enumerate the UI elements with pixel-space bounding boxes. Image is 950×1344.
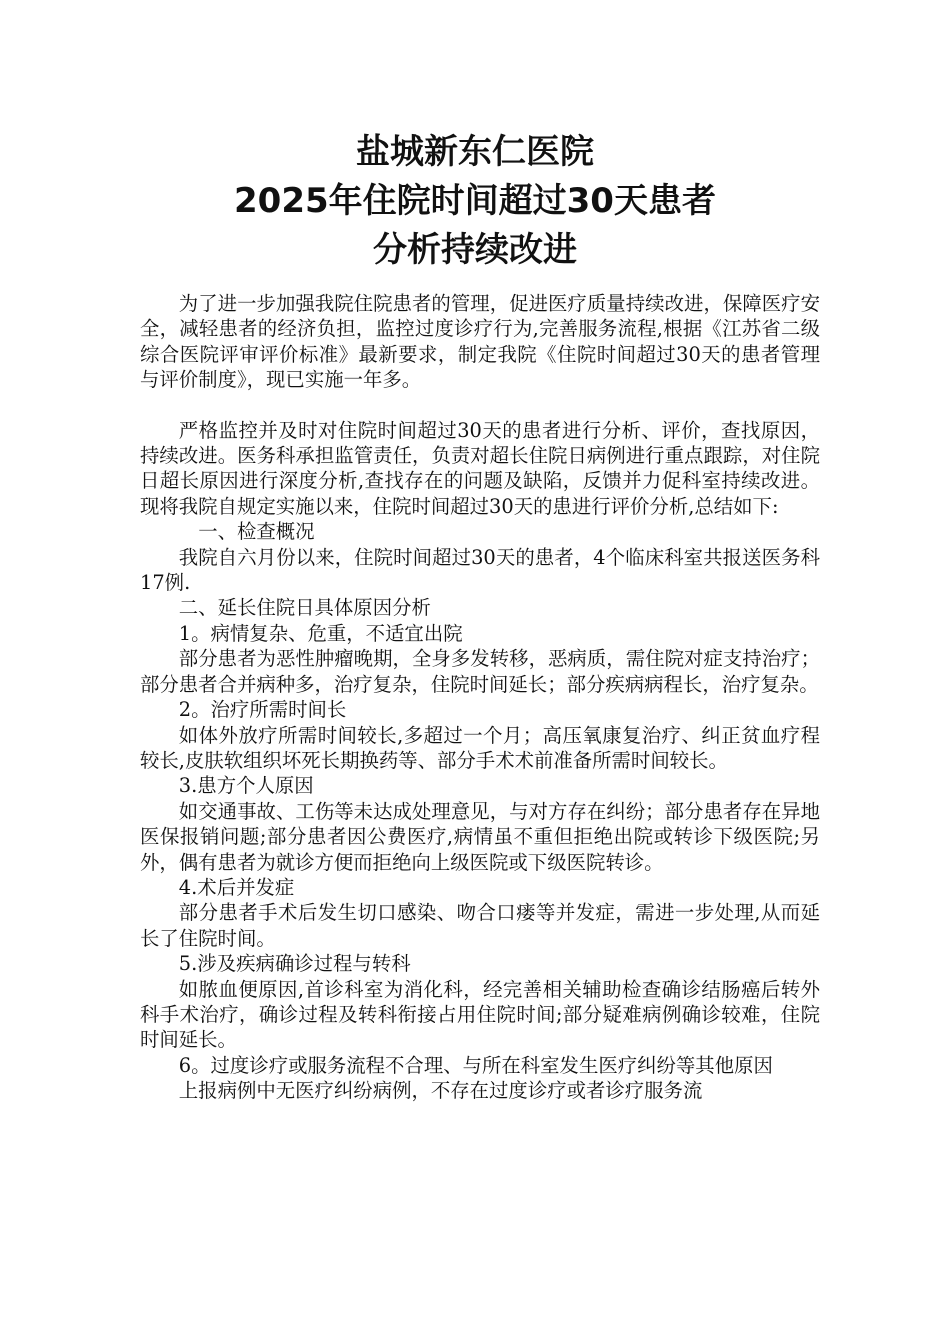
subheading-cause-5: 5.涉及疾病确诊过程与转科 <box>178 952 411 976</box>
subheading-cause-4: 4.术后并发症 <box>178 875 295 899</box>
paragraph-cause-3: 如交通事故、工伤等未达成处理意见，与对方存在纠纷；部分患者存在异地医保报销问题;部分患者因公费医疗,病情虽不重但拒绝出院或转诊下级医院;另外，偶有患者为就诊方便而拒绝向上级医院或下级医院转诊。 <box>140 799 820 874</box>
subheading-cause-3: 3.患方个人原因 <box>178 774 314 798</box>
title-hospital-name: 盐城新东仁医院 <box>356 132 594 172</box>
paragraph-overview: 我院自六月份以来，住院时间超过30天的患者，4个临床科室共报送医务科17例. <box>140 545 820 595</box>
paragraph-cause-5: 如脓血便原因,首诊科室为消化科，经完善相关辅助检查确诊结肠癌后转外科手术治疗，确诊过程及转科衔接占用住院时间;部分疑难病例确诊较难，住院时间延长。 <box>140 977 820 1052</box>
subheading-cause-1: 1。病情复杂、危重，不适宜出院 <box>178 621 463 645</box>
paragraph-cause-2: 如体外放疗所需时间较长,多超过一个月；高压氧康复治疗、纠正贫血疗程较长,皮肤软组织坏死长期换药等、部分手术术前准备所需时间较长。 <box>140 723 820 772</box>
document-body <box>140 291 820 1104</box>
paragraph-intro: 为了进一步加强我院住院患者的管理，促进医疗质量持续改进，保障医疗安全，减轻患者的经济负担，监控过度诊疗行为,完善服务流程,根据《江苏省二级综合医院评审评价标准》最新要求，制定我院《住院时间超过30天的患者管理与评价制度》，现已实施一年多。 <box>140 292 820 392</box>
paragraph-cause-4: 部分患者手术后发生切口感染、吻合口瘘等并发症，需进一步处理,从而延长了住院时间。 <box>140 901 820 950</box>
section-heading-causes: 二、延长住院日具体原因分析 <box>178 596 431 620</box>
paragraph-cause-1: 部分患者为恶性肿瘤晚期，全身多发转移，恶病质，需住院对症支持治疗；部分患者合并病种多，治疗复杂，住院时间延长；部分疾病病程长，治疗复杂。 <box>140 647 820 696</box>
document-title <box>0 128 950 275</box>
paragraph-cause-6: 上报病例中无医疗纠纷病例，不存在过度诊疗或者诊疗服务流 <box>178 1079 703 1103</box>
subheading-cause-2: 2。治疗所需时间长 <box>178 698 347 722</box>
title-subject: 2025年住院时间超过30天患者 <box>234 181 716 221</box>
section-heading-overview: 一、检查概况 <box>198 520 315 544</box>
paragraph-monitoring: 严格监控并及时对住院时间超过30天的患者进行分析、评价，查找原因，持续改进。医务科承担监管责任，负责对超长住院日病例进行重点跟踪，对住院日超长原因进行深度分析,查找存在的问题及缺陷，反馈并力促科室持续改进。现将我院自规定实施以来，住院时间超过30天的患进行评价分析,总结如下: <box>140 418 820 518</box>
subheading-cause-6: 6。过度诊疗或服务流程不合理、与所在科室发生医疗纠纷等其他原因 <box>178 1053 773 1077</box>
title-purpose: 分析持续改进 <box>373 230 577 270</box>
paragraph-spacer <box>140 393 820 418</box>
